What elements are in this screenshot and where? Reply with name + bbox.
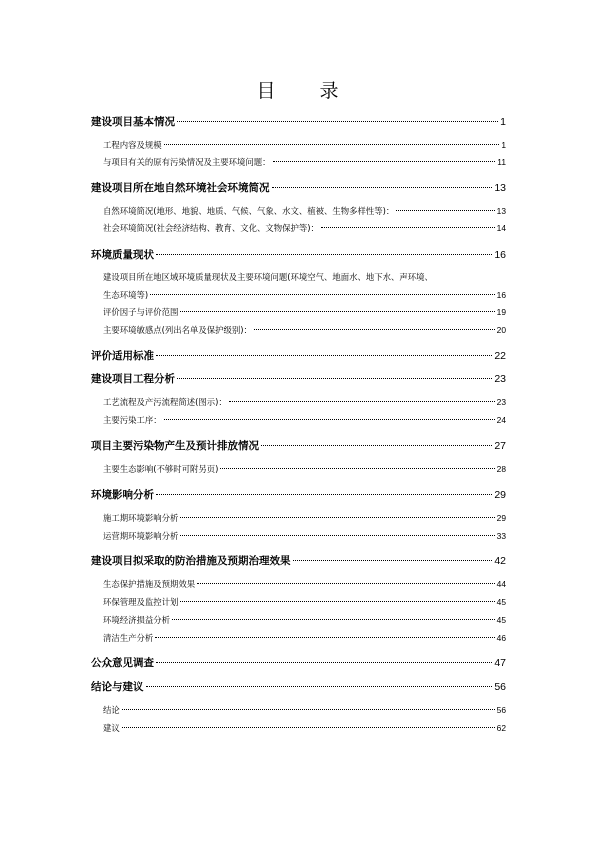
toc-page-number: 23	[494, 372, 506, 385]
toc-leader	[273, 153, 496, 162]
toc-entry-title: 主要生态影响(不够时可附另页)	[103, 464, 219, 475]
toc-entry-title: 主要环境敏感点(列出名单及保护级别)：	[103, 325, 252, 336]
toc-entry-title: 生态环境等)	[103, 290, 149, 301]
toc-leader	[156, 243, 492, 255]
toc-entry-title: 建设项目拟采取的防治措施及预期治理效果	[91, 554, 291, 567]
toc-page-number: 22	[494, 349, 506, 362]
toc-subentry[interactable]	[91, 614, 506, 626]
toc-page-number: 11	[497, 157, 506, 168]
toc-entry-title: 自然环境简况(地形、地貌、地质、气候、气象、水文、植被、生物多样性等)：	[103, 206, 395, 217]
toc-entry-title: 环境影响分析	[91, 488, 154, 501]
toc-page-number: 1	[501, 140, 506, 151]
toc-leader	[164, 136, 500, 145]
toc-entry-title: 与项目有关的原有污染情况及主要环境问题：	[103, 157, 271, 168]
toc-leader	[293, 549, 493, 561]
toc-entry-title: 工艺流程及产污流程简述(图示)：	[103, 397, 227, 408]
toc-entry-title: 施工期环境影响分析	[103, 513, 179, 524]
toc-subentry[interactable]	[91, 632, 506, 644]
toc-entry-title: 生态保护措施及预期效果	[103, 579, 196, 590]
toc-entry-2[interactable]	[91, 179, 506, 195]
toc-page-number: 56	[496, 705, 506, 716]
toc-page-number: 13	[496, 206, 506, 217]
toc-leader	[220, 460, 494, 469]
toc-leader	[122, 701, 495, 710]
toc-page-number: 42	[494, 554, 506, 567]
toc-entry-title: 结论与建议	[91, 680, 144, 693]
toc-page-number: 16	[494, 248, 506, 261]
toc-page-number: 27	[494, 439, 506, 452]
toc-entry-10[interactable]	[91, 678, 506, 694]
toc-leader	[177, 367, 492, 379]
toc-subentry[interactable]	[91, 139, 506, 151]
page-title	[0, 76, 595, 103]
toc-subentry[interactable]	[91, 306, 506, 318]
toc-leader	[229, 393, 495, 402]
toc-entry-title: 建议	[103, 723, 120, 734]
toc-entry-title: 主要污染工序：	[103, 415, 162, 426]
toc-leader	[164, 411, 495, 420]
toc-leader	[321, 219, 495, 228]
toc-page-number: 44	[496, 579, 506, 590]
toc-page-number: 45	[496, 597, 506, 608]
toc-subentry[interactable]	[91, 414, 506, 426]
toc-subentry[interactable]	[91, 596, 506, 608]
toc-subentry[interactable]	[91, 396, 506, 408]
toc-subentry[interactable]	[91, 530, 506, 542]
toc-page-number: 29	[496, 513, 506, 524]
toc-entry-4[interactable]	[91, 347, 506, 363]
toc-entry-title: 环境经济损益分析	[103, 615, 170, 626]
toc-leader	[180, 527, 494, 536]
toc-entry-5[interactable]	[91, 370, 506, 386]
toc-subentry[interactable]	[91, 578, 506, 590]
toc-entry-title: 公众意见调查	[91, 656, 154, 669]
toc-subentry[interactable]	[91, 222, 506, 234]
toc-page-number: 24	[496, 415, 506, 426]
toc-entry-title: 环境质量现状	[91, 248, 154, 261]
toc-page-number: 56	[494, 680, 506, 693]
title-char-2: 录	[319, 80, 339, 102]
toc-leader	[156, 651, 492, 663]
toc-subentry[interactable]	[91, 722, 506, 734]
toc-leader	[396, 202, 494, 211]
toc-leader	[272, 176, 493, 188]
toc-entry-7[interactable]	[91, 486, 506, 502]
toc-page-number: 13	[494, 181, 506, 194]
toc-entry-title: 评价因子与评价范围	[103, 307, 179, 318]
toc-leader	[150, 286, 495, 295]
toc-entry-title: 建设项目工程分析	[91, 372, 175, 385]
toc-subentry[interactable]	[91, 324, 506, 336]
toc-leader	[172, 611, 495, 620]
toc-leader	[197, 575, 495, 584]
toc-subentry-line-1[interactable]: 建设项目所在地区域环境质量现状及主要环境问题(环境空气、地面水、地下水、声环境、	[103, 272, 433, 282]
toc-entry-9[interactable]	[91, 654, 506, 670]
toc-entry-title: 环保管理及监控计划	[103, 597, 179, 608]
toc-page-number: 14	[496, 223, 506, 234]
toc-entry-title: 评价适用标准	[91, 349, 154, 362]
toc-subentry[interactable]	[91, 512, 506, 524]
toc-entry-1[interactable]	[91, 113, 506, 129]
toc-page-number: 33	[496, 531, 506, 542]
toc-subentry[interactable]	[91, 205, 506, 217]
toc-page-number: 29	[494, 488, 506, 501]
toc-leader	[261, 434, 492, 446]
toc-leader	[180, 509, 494, 518]
toc-page-number: 62	[496, 723, 506, 734]
toc-subentry[interactable]	[91, 463, 506, 475]
toc-leader	[156, 344, 492, 356]
toc-leader	[156, 483, 492, 495]
title-char-1: 目	[256, 80, 276, 102]
toc-entry-title: 项目主要污染物产生及预计排放情况	[91, 439, 259, 452]
toc-page-number: 20	[496, 325, 506, 336]
toc-page-number: 16	[496, 290, 506, 301]
toc-entry-title: 工程内容及规模	[103, 140, 162, 151]
toc-page-number: 28	[496, 464, 506, 475]
toc-leader	[122, 719, 495, 728]
toc-page-number: 47	[494, 656, 506, 669]
toc-subentry[interactable]	[91, 156, 506, 168]
toc-entry-title: 建设项目所在地自然环境社会环境简况	[91, 181, 270, 194]
toc-entry-title: 社会环境简况(社会经济结构、教育、文化、文物保护等)：	[103, 223, 319, 234]
toc-leader	[155, 629, 494, 638]
toc-leader	[180, 593, 494, 602]
toc-entry-title: 结论	[103, 705, 120, 716]
toc-page-number: 46	[496, 633, 506, 644]
toc-page-number: 1	[500, 115, 506, 128]
toc-page-number: 19	[496, 307, 506, 318]
toc-entry-title: 建设项目基本情况	[91, 115, 175, 128]
toc-entry-title: 运营期环境影响分析	[103, 531, 179, 542]
toc-leader	[180, 303, 494, 312]
toc-entry-6[interactable]	[91, 437, 506, 453]
toc-page-number: 23	[496, 397, 506, 408]
toc-page-number: 45	[496, 615, 506, 626]
toc-subentry[interactable]	[91, 289, 506, 301]
toc-entry-3[interactable]	[91, 246, 506, 262]
toc-leader	[177, 110, 498, 122]
toc-entry-title: 清洁生产分析	[103, 633, 154, 644]
toc-leader	[254, 321, 495, 330]
toc-subentry[interactable]	[91, 704, 506, 716]
toc-leader	[146, 675, 493, 687]
toc-entry-8[interactable]	[91, 552, 506, 568]
